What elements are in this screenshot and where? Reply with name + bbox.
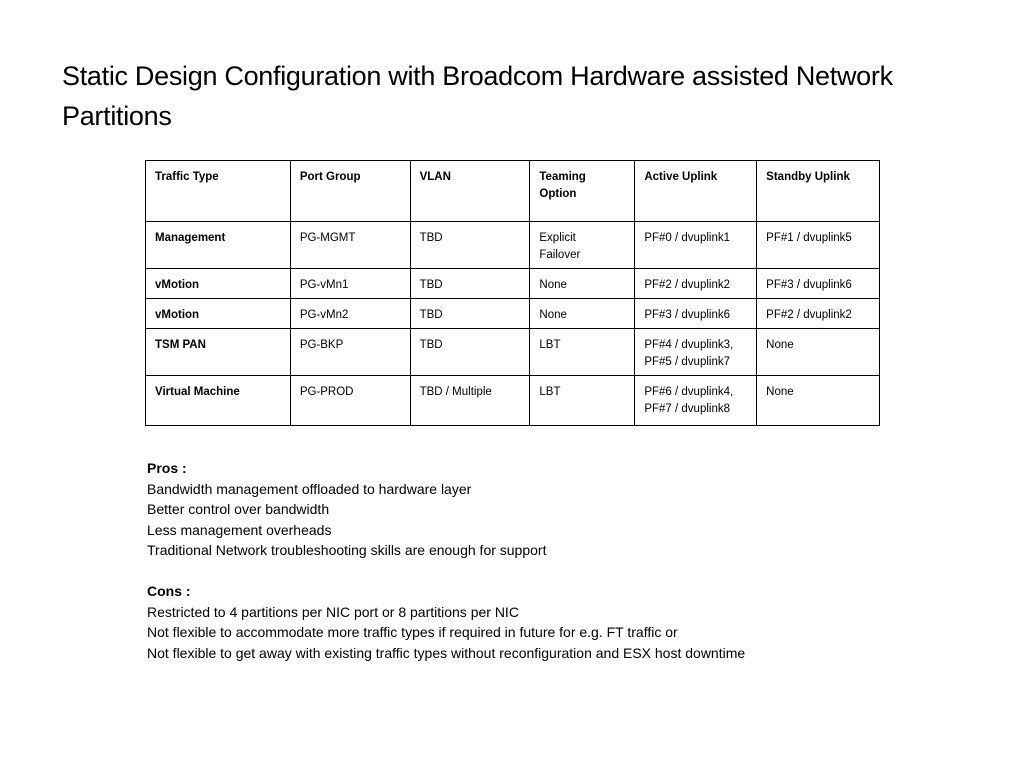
table-cell: vMotion (146, 269, 291, 299)
table-row (146, 222, 880, 269)
table-cell: TBD (410, 269, 530, 299)
cons-heading: Cons : (147, 583, 191, 599)
table-cell: PF#0 / dvuplink1 (635, 222, 757, 269)
table-cell: None (530, 299, 635, 329)
header-cell: VLAN (410, 161, 530, 222)
cons-item: Restricted to 4 partitions per NIC port or 8 partitions per NIC (147, 603, 519, 620)
table-cell: Virtual Machine (146, 376, 291, 426)
table-cell: TSM PAN (146, 329, 291, 376)
header-cell: Port Group (290, 161, 410, 222)
table-cell: TBD (410, 299, 530, 329)
table-cell: TBD / Multiple (410, 376, 530, 426)
table-cell: None (530, 269, 635, 299)
table-cell: PG-MGMT (290, 222, 410, 269)
pros-item: Traditional Network troubleshooting skills are enough for support (147, 542, 547, 558)
slide-title: Static Design Configuration with Broadcom Hardware assisted Network Partitions (62, 61, 893, 131)
table-cell: LBT (530, 329, 635, 376)
table-cell: PG-PROD (290, 376, 410, 426)
table-cell: None (757, 329, 880, 376)
table-cell: PF#1 / dvuplink5 (757, 222, 880, 269)
table-cell: PF#6 / dvuplink4, PF#7 / dvuplink8 (635, 376, 757, 426)
table-row (146, 329, 880, 376)
table-row (146, 269, 880, 299)
pros-item: Less management overheads (147, 521, 332, 538)
cons-item: Not flexible to accommodate more traffic types if required in future for e.g. FT traffic or (147, 624, 678, 640)
table-cell: None (757, 376, 880, 426)
header-cell: Teaming Option (530, 161, 635, 222)
table-cell: PG-vMn1 (290, 269, 410, 299)
table-cell: PF#2 / dvuplink2 (635, 269, 757, 299)
table-row (146, 299, 880, 329)
table-cell: PG-BKP (290, 329, 410, 376)
table-cell: PF#4 / dvuplink3, PF#5 / dvuplink7 (635, 329, 757, 376)
pros-heading: Pros : (147, 460, 187, 476)
header-cell: Active Uplink (635, 161, 757, 222)
table-cell: vMotion (146, 299, 291, 329)
table-cell: LBT (530, 376, 635, 426)
table-cell: TBD (410, 222, 530, 269)
table-cell: PG-vMn2 (290, 299, 410, 329)
table-cell: Explicit Failover (530, 222, 635, 269)
table-cell: PF#3 / dvuplink6 (757, 269, 880, 299)
pros-item: Bandwidth management offloaded to hardware layer (147, 480, 472, 497)
header-cell: Traffic Type (146, 161, 291, 222)
port-group-table (145, 160, 880, 426)
table-row (146, 376, 880, 426)
pros-item: Better control over bandwidth (147, 501, 330, 517)
table-cell: Management (146, 222, 291, 269)
header-cell: Standby Uplink (757, 161, 880, 222)
cons-item: Not flexible to get away with existing traffic types without reconfiguration and ESX host downtime (147, 644, 746, 661)
pros-cons-notes (147, 458, 745, 663)
table-cell: TBD (410, 329, 530, 376)
table-cell: PF#2 / dvuplink2 (757, 299, 880, 329)
table-cell: PF#3 / dvuplink6 (635, 299, 757, 329)
table-header-row (146, 161, 880, 222)
